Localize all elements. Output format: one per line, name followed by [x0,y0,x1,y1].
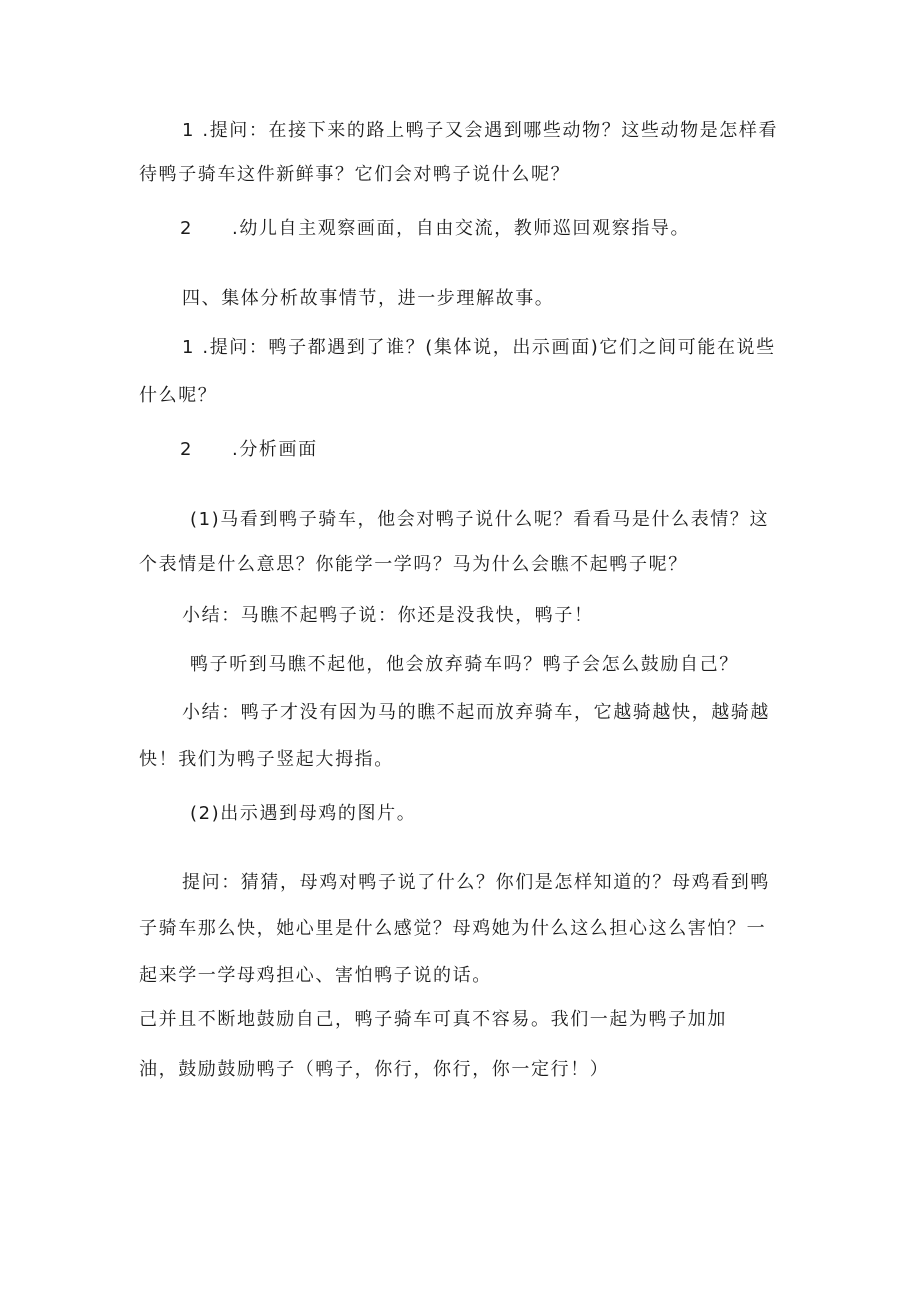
paragraph-3-line-2: 什么呢？ [139,385,218,406]
paragraph-4-line-1: .分析画面 [232,439,318,460]
paragraph-1-line-1: 1 .提问：在接下来的路上鸭子又会遇到哪些动物？这些动物是怎样看 [182,120,779,141]
paragraph-3-line-1: 1 .提问：鸭子都遇到了谁？(集体说，出示画面)它们之间可能在说些 [182,337,776,358]
paragraph-8-line-3: 起来学一学母鸡担心、害怕鸭子说的话。 [139,965,492,986]
paragraph-7-line-1: (2)出示遇到母鸡的图片。 [190,803,417,824]
paragraph-6-line-1: 鸭子听到马瞧不起他，他会放弃骑车吗？鸭子会怎么鼓励自己？ [190,654,739,675]
paragraph-8-line-1: 提问：猜猜，母鸡对鸭子说了什么？你们是怎样知道的？母鸡看到鸭 [182,872,770,893]
paragraph-8-line-2: 子骑车那么快，她心里是什么感觉？母鸡她为什么这么担心这么害怕？一 [139,918,767,939]
paragraph-9-line-1: 己并且不断地鼓励自己，鸭子骑车可真不容易。我们一起为鸭子加加 [139,1009,727,1030]
paragraph-9-line-2: 油，鼓励鼓励鸭子（鸭子，你行，你行，你一定行！） [139,1059,610,1080]
item-number-2b: 2 [180,439,194,460]
paragraph-2-line-1: .幼儿自主观察画面，自由交流，教师巡回观察指导。 [232,218,691,239]
paragraph-5-line-1: (1)马看到鸭子骑车，他会对鸭子说什么呢？看看马是什么表情？这 [190,509,770,530]
summary-2-line-1: 小结：鸭子才没有因为马的瞧不起而放弃骑车，它越骑越快，越骑越 [182,702,770,723]
paragraph-1-line-2: 待鸭子骑车这件新鲜事？它们会对鸭子说什么呢？ [139,164,571,185]
summary-1: 小结：马瞧不起鸭子说：你还是没我快，鸭子！ [182,605,594,626]
paragraph-5-line-2: 个表情是什么意思？你能学一学吗？马为什么会瞧不起鸭子呢？ [139,554,688,575]
summary-2-line-2: 快！我们为鸭子竖起大拇指。 [139,749,394,770]
item-number-2: 2 [180,218,194,239]
section-heading-4: 四、集体分析故事情节，进一步理解故事。 [182,288,555,309]
